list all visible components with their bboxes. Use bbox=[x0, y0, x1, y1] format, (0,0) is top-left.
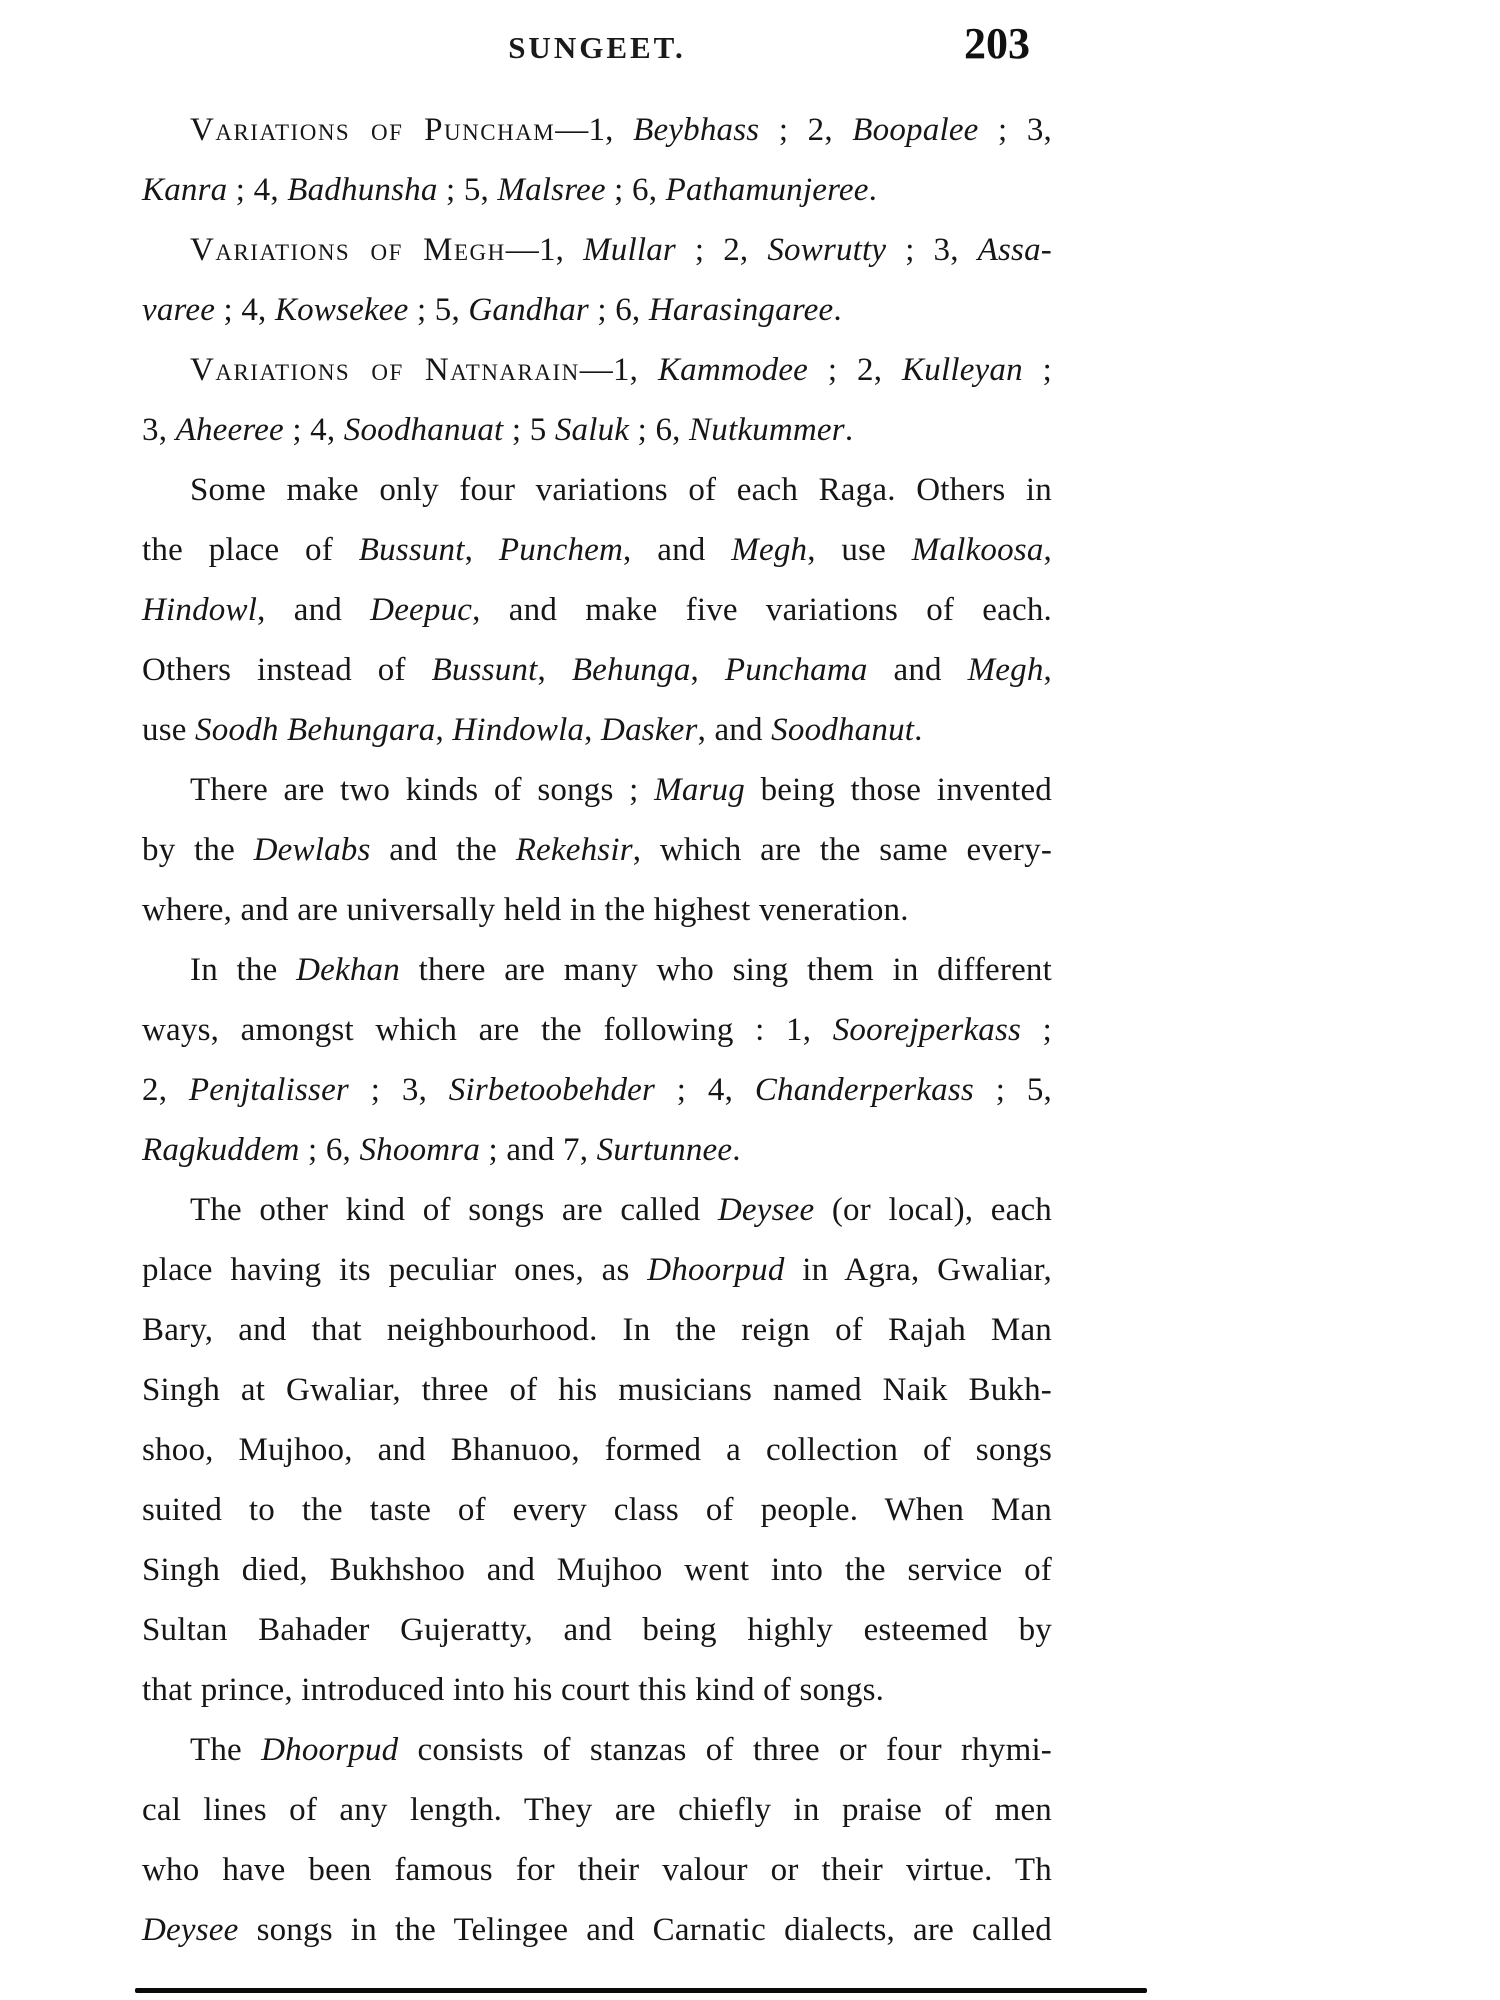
regular-text: suited to the taste of every class of people. When Man bbox=[142, 1492, 1052, 1528]
regular-text: cal lines of any length. They are chiefly in praise of men bbox=[142, 1792, 1052, 1828]
italic-text: Mullar bbox=[583, 232, 676, 268]
italic-text: Punchama bbox=[724, 652, 868, 688]
text-line bbox=[142, 1600, 1052, 1660]
italic-text: Penjtalisser bbox=[188, 1072, 349, 1108]
italic-text: Ragkuddem bbox=[142, 1132, 300, 1168]
regular-text: ; 6, bbox=[605, 172, 666, 208]
regular-text: the place of bbox=[142, 532, 359, 568]
text-line bbox=[142, 160, 1052, 220]
italic-text: Gandhar bbox=[468, 292, 589, 328]
italic-text: Soodh Behungara bbox=[195, 712, 436, 748]
italic-text: Chanderperkass bbox=[754, 1072, 974, 1108]
regular-text: . bbox=[833, 292, 842, 328]
text-line bbox=[142, 460, 1052, 520]
regular-text: 3, bbox=[142, 412, 176, 448]
text-line bbox=[142, 640, 1052, 700]
text-line bbox=[142, 1660, 1052, 1720]
italic-text: Nutkummer bbox=[689, 412, 845, 448]
regular-text: Singh died, Bukhshoo and Mujhoo went into the service of bbox=[142, 1552, 1052, 1588]
italic-text: Deysee bbox=[717, 1192, 815, 1228]
regular-text: ; bbox=[1021, 1012, 1052, 1048]
italic-text: Boopalee bbox=[852, 112, 979, 148]
italic-text: Badhunsha bbox=[287, 172, 438, 208]
regular-text: , bbox=[1043, 652, 1052, 688]
regular-text: ; 3, bbox=[886, 232, 978, 268]
italic-text: Beybhass bbox=[633, 112, 760, 148]
italic-text: Malsree bbox=[497, 172, 606, 208]
italic-text: Soodhanuat bbox=[343, 412, 504, 448]
italic-text: Malkoosa bbox=[911, 532, 1044, 568]
text-line bbox=[142, 1840, 1052, 1900]
regular-text: , bbox=[584, 712, 602, 748]
text-line bbox=[142, 1780, 1052, 1840]
regular-text: ; 6, bbox=[588, 292, 649, 328]
regular-text: ; 4, bbox=[215, 292, 275, 328]
regular-text: by the bbox=[142, 832, 254, 868]
regular-text: , use bbox=[807, 532, 912, 568]
text-line bbox=[142, 1000, 1052, 1060]
regular-text: ; 2, bbox=[675, 232, 768, 268]
regular-text: ; 6, bbox=[629, 412, 690, 448]
regular-text: The other kind of songs are called bbox=[190, 1192, 718, 1228]
regular-text: ; and 7, bbox=[480, 1132, 597, 1168]
regular-text: . bbox=[844, 412, 854, 448]
italic-text: Shoomra bbox=[359, 1132, 481, 1168]
italic-text: Bussunt bbox=[358, 532, 465, 568]
regular-text: , bbox=[690, 652, 725, 688]
text-line bbox=[142, 1300, 1052, 1360]
text-line bbox=[142, 580, 1052, 640]
italic-text: Dekhan bbox=[296, 952, 400, 988]
italic-text: Dasker bbox=[601, 712, 698, 748]
italic-text: Megh bbox=[967, 652, 1044, 688]
regular-text: consists of stanzas of three or four rhymi- bbox=[398, 1732, 1052, 1768]
italic-text: Behunga bbox=[571, 652, 691, 688]
regular-text: , and bbox=[697, 712, 772, 748]
italic-text: Deysee bbox=[142, 1912, 239, 1948]
italic-text: Kulleyan bbox=[902, 352, 1023, 388]
regular-text: , bbox=[435, 712, 453, 748]
regular-text: The bbox=[190, 1732, 262, 1768]
regular-text: , and bbox=[257, 592, 371, 628]
paragraph bbox=[142, 760, 1052, 940]
italic-text: Deepuc bbox=[370, 592, 473, 628]
regular-text: place having its peculiar ones, as bbox=[142, 1252, 648, 1288]
regular-text: ; 5 bbox=[503, 412, 555, 448]
text-line bbox=[142, 400, 1052, 460]
italic-text: Aheeree bbox=[175, 412, 284, 448]
text-line bbox=[142, 700, 1052, 760]
text-line bbox=[142, 1900, 1052, 1960]
regular-text: being those invented bbox=[744, 772, 1052, 808]
text-line bbox=[142, 1240, 1052, 1300]
regular-text: Others instead of bbox=[142, 652, 432, 688]
regular-text: ; 4, bbox=[655, 1072, 755, 1108]
regular-text: , bbox=[464, 532, 499, 568]
regular-text: use bbox=[142, 712, 196, 748]
regular-text: in Agra, Gwaliar, bbox=[784, 1252, 1052, 1288]
regular-text: Singh at Gwaliar, three of his musicians named Naik Bukh- bbox=[142, 1372, 1052, 1408]
regular-text: Sultan Bahader Gujeratty, and being highly esteemed by bbox=[142, 1612, 1052, 1648]
italic-text: Hindowl bbox=[142, 592, 258, 628]
regular-text: and bbox=[867, 652, 968, 688]
italic-text: Dhoorpud bbox=[261, 1732, 399, 1768]
text-line bbox=[142, 1060, 1052, 1120]
regular-text: —1, bbox=[555, 112, 634, 148]
text-line bbox=[142, 1720, 1052, 1780]
text-line bbox=[142, 760, 1052, 820]
italic-text: Pathamunjeree bbox=[665, 172, 869, 208]
italic-text: Megh bbox=[731, 532, 808, 568]
regular-text: —1, bbox=[505, 232, 584, 268]
regular-text: , which are the same every- bbox=[632, 832, 1053, 868]
regular-text: ; 2, bbox=[808, 352, 903, 388]
regular-text: 2, bbox=[142, 1072, 189, 1108]
text-line bbox=[142, 280, 1052, 340]
paragraph bbox=[142, 1180, 1052, 1720]
regular-text: shoo, Mujhoo, and Bhanuoo, formed a collection of songs bbox=[142, 1432, 1052, 1468]
regular-text: ; 4, bbox=[227, 172, 288, 208]
paragraph bbox=[142, 460, 1052, 760]
regular-text: ways, amongst which are the following : 1, bbox=[142, 1012, 833, 1048]
italic-text: Rekehsir bbox=[515, 832, 633, 868]
paragraph bbox=[142, 100, 1052, 220]
text-line bbox=[142, 1180, 1052, 1240]
italic-text: Soorejperkass bbox=[832, 1012, 1022, 1048]
text-line bbox=[142, 820, 1052, 880]
regular-text: . bbox=[868, 172, 878, 208]
regular-text: There are two kinds of songs ; bbox=[190, 772, 655, 808]
regular-text: (or local), each bbox=[814, 1192, 1052, 1228]
italic-text: Bussunt bbox=[431, 652, 538, 688]
paragraph bbox=[142, 1720, 1052, 1960]
page-number: 203 bbox=[964, 19, 1030, 68]
text-line bbox=[142, 340, 1052, 400]
regular-text: . bbox=[914, 712, 923, 748]
italic-text: Punchem bbox=[498, 532, 624, 568]
italic-text: Dewlabs bbox=[253, 832, 371, 868]
italic-text: Harasingaree bbox=[648, 292, 834, 328]
small-caps-text: Variations of Megh bbox=[190, 232, 506, 268]
text-line bbox=[142, 100, 1052, 160]
italic-text: Marug bbox=[654, 772, 745, 808]
small-caps-text: Variations of Natnarain bbox=[190, 352, 580, 388]
page-header bbox=[142, 19, 1052, 72]
regular-text: and the bbox=[370, 832, 516, 868]
text-block bbox=[142, 100, 1052, 1960]
regular-text: . bbox=[732, 1132, 741, 1168]
regular-text: that prince, introduced into his court this kind of songs. bbox=[142, 1672, 885, 1708]
italic-text: Saluk bbox=[554, 412, 630, 448]
italic-text: Soodhanut bbox=[771, 712, 915, 748]
italic-text: Surtunnee bbox=[596, 1132, 733, 1168]
regular-text: ; 5, bbox=[437, 172, 498, 208]
regular-text: ; 2, bbox=[759, 112, 853, 148]
paragraph bbox=[142, 220, 1052, 340]
text-line bbox=[142, 1480, 1052, 1540]
regular-text: ; 5, bbox=[973, 1072, 1053, 1108]
regular-text: , and make five variations of each. bbox=[472, 592, 1052, 628]
regular-text: ; 3, bbox=[978, 112, 1052, 148]
text-line bbox=[142, 220, 1052, 280]
text-line bbox=[142, 1360, 1052, 1420]
italic-text: Dhoorpud bbox=[647, 1252, 785, 1288]
regular-text: —1, bbox=[579, 352, 658, 388]
italic-text: Kowsekee bbox=[274, 292, 409, 328]
text-line bbox=[142, 520, 1052, 580]
regular-text: there are many who sing them in different bbox=[399, 952, 1052, 988]
regular-text: , bbox=[1043, 532, 1052, 568]
italic-text: Hindowla bbox=[452, 712, 585, 748]
regular-text: , and bbox=[623, 532, 732, 568]
text-line bbox=[142, 1420, 1052, 1480]
running-head: SUNGEET. bbox=[508, 30, 686, 65]
regular-text: In the bbox=[190, 952, 297, 988]
regular-text: ; bbox=[1022, 352, 1052, 388]
regular-text: , bbox=[537, 652, 572, 688]
regular-text: ; 4, bbox=[283, 412, 344, 448]
text-line bbox=[142, 1120, 1052, 1180]
regular-text: where, and are universally held in the highest veneration. bbox=[142, 892, 909, 928]
italic-text: Sirbetoobehder bbox=[448, 1072, 656, 1108]
regular-text: songs in the Telingee and Carnatic dialects, are called bbox=[238, 1912, 1052, 1948]
small-caps-text: Variations of Puncham bbox=[190, 112, 556, 148]
italic-text: Sowrutty bbox=[767, 232, 887, 268]
regular-text: ; 3, bbox=[348, 1072, 449, 1108]
italic-text: varee bbox=[142, 292, 216, 328]
italic-text: Kanra bbox=[142, 172, 228, 208]
regular-text: Some make only four variations of each Raga. Others in bbox=[190, 472, 1052, 508]
regular-text: ; 6, bbox=[299, 1132, 360, 1168]
text-line bbox=[142, 880, 1052, 940]
regular-text: Bary, and that neighbourhood. In the reign of Rajah Man bbox=[142, 1312, 1052, 1348]
paragraph bbox=[142, 340, 1052, 460]
italic-text: Assa- bbox=[977, 232, 1052, 268]
scan-artifact-line bbox=[135, 1988, 1147, 1993]
text-line bbox=[142, 940, 1052, 1000]
text-line bbox=[142, 1540, 1052, 1600]
regular-text: ; 5, bbox=[408, 292, 469, 328]
regular-text: who have been famous for their valour or their virtue. Th bbox=[142, 1852, 1052, 1888]
italic-text: Kammodee bbox=[657, 352, 809, 388]
paragraph bbox=[142, 940, 1052, 1180]
